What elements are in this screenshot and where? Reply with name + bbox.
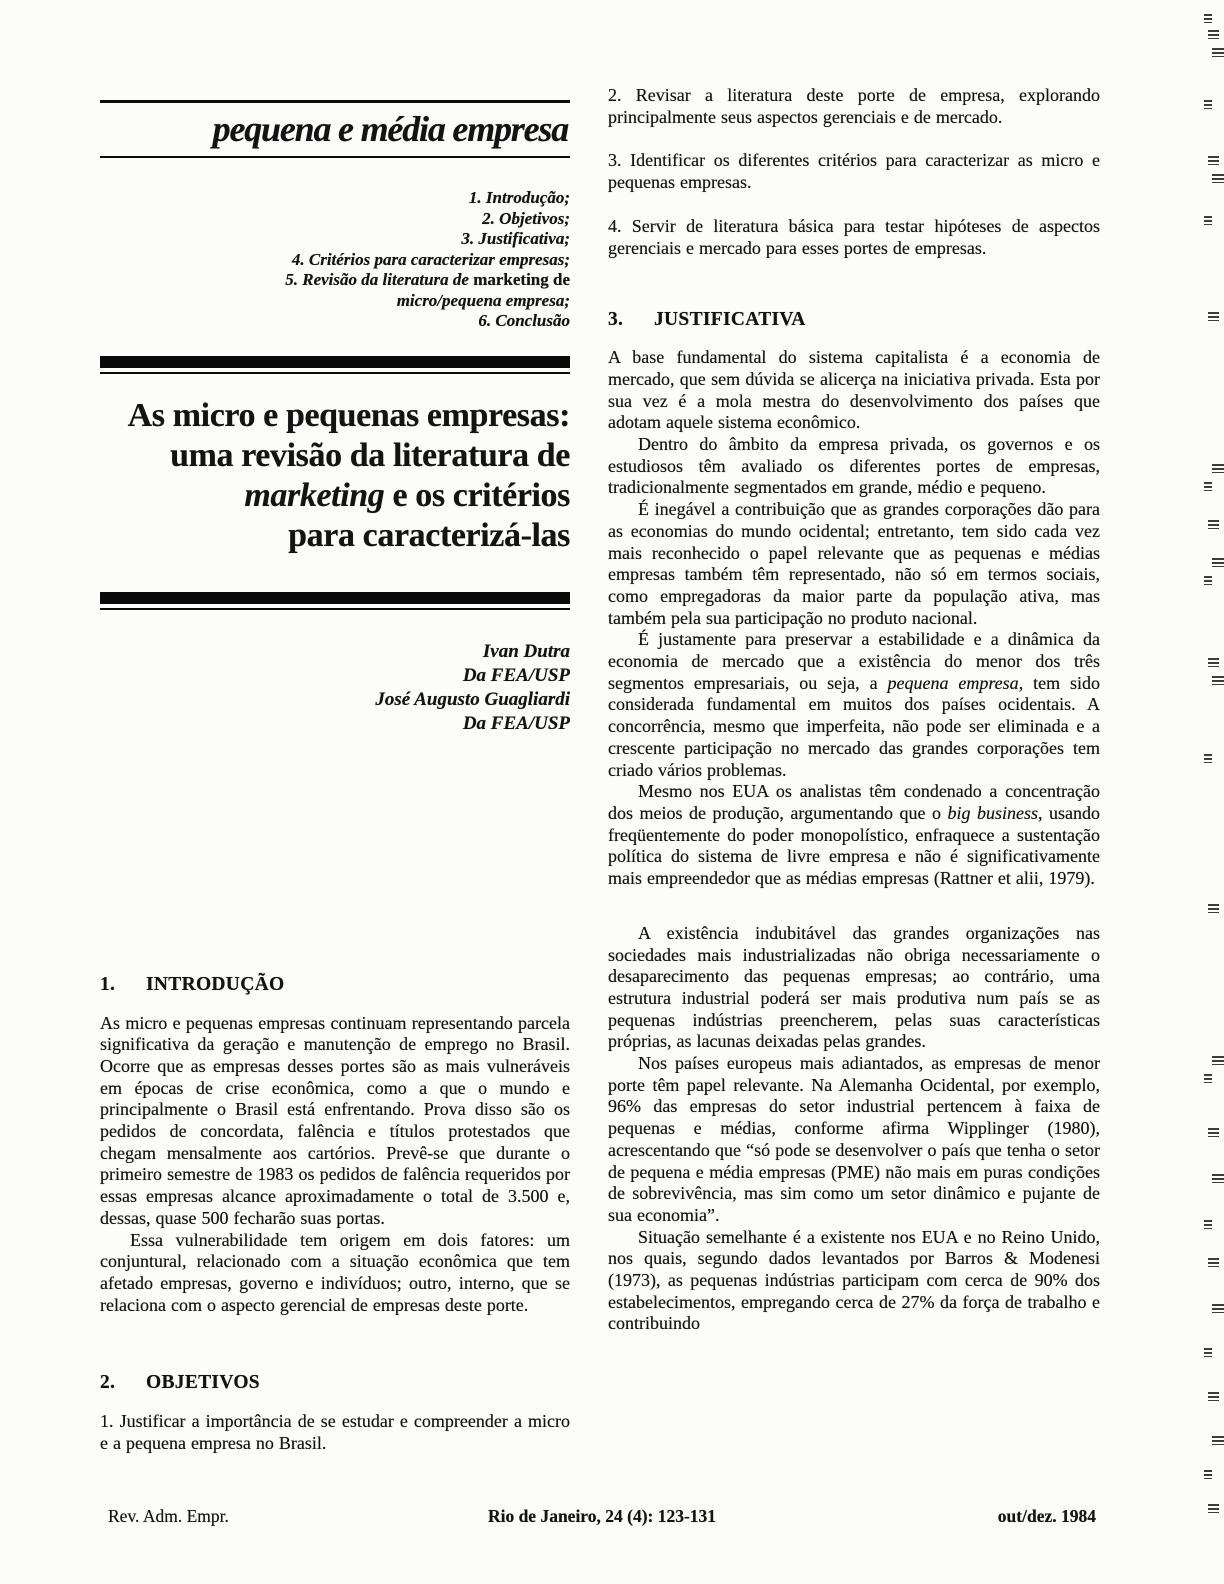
paragraph [100,664,570,688]
paragraph [608,347,1100,434]
paragraph [608,85,1100,128]
section-justificativa [608,309,1100,331]
scan-artifact-mark [1212,558,1224,567]
text-segment: As micro e pequenas empresas: [127,396,570,434]
scan-artifact-mark [1212,464,1224,473]
footer-date: out/dez. 1984 [997,1506,1096,1526]
section-label: INTRODUÇÃO [146,973,285,995]
text-segment: marketing [244,476,385,514]
scan-artifact-mark [1208,30,1219,39]
text-segment: A existência indubitável das grandes organizações nas sociedades mais industrializadas não obriga necessariamente o desaparecimento das pequenas empresas; ao contrário, uma estrutura industrial poderá ser mais produtiva num país se as pequenas indústrias preencherem, pelas suas características próprias, as lacunas deixadas pelas grandes. [608,922,1100,1052]
title-line [100,396,570,436]
text-segment: Ivan Dutra [482,640,570,662]
text-segment: micro/pequena empresa; [396,290,570,310]
text-segment: 2. Objetivos; [482,208,570,228]
paragraph [100,270,570,291]
footer-journal: Rev. Adm. Empr. [108,1506,229,1526]
paragraph [100,209,570,230]
text-segment: big business [947,802,1039,823]
text-segment: , usando freqüentemente do poder monopolístico, enfraquece a sustentação política do sistema de livre empresa e não é significativamente mais empreendedor que as médias empresas (Rattner et alii, 1979). [608,802,1100,889]
scan-artifact-mark [1212,676,1224,685]
text-segment: 3. Identificar os diferentes critérios para caracterizar as micro e pequenas empresas. [608,150,1100,193]
text-segment: 2. Revisar a literatura deste porte de empresa, explorando principalmente seus aspectos gerenciais e de mercado. [608,85,1100,127]
paragraph [100,188,570,209]
scan-artifact-mark [1212,1056,1224,1065]
paragraph [100,640,570,664]
separator-thin-rule [100,372,570,374]
paragraph [608,150,1100,193]
text-segment: 5. Revisão da literatura de [285,270,474,289]
section-objetivos [100,1372,570,1454]
scan-artifact-mark [1208,1392,1219,1401]
section-heading-introducao [100,974,570,996]
scan-artifact-mark [1212,1174,1224,1183]
section-introducao [100,974,570,1317]
text-segment: 6. Conclusão [478,311,570,330]
masthead-box [100,100,570,158]
scan-artifact-mark [1204,576,1212,585]
text-segment: pequena empresa [887,672,1019,693]
section-number: 2. [100,1372,116,1394]
section-heading-justificativa [608,309,1100,331]
text-segment: É justamente para preservar a estabilidade e a dinâmica da economia de mercado que a existência do menor dos três segmentos empresariais, ou seja, a [608,629,1100,693]
scan-artifact-mark [1212,1436,1224,1445]
scan-artifact-mark [1204,1220,1212,1229]
paragraph [100,1411,570,1454]
right-column [608,85,1100,1335]
paragraph [608,216,1100,259]
section-body-justificativa [608,347,1100,1335]
paragraph [100,1013,570,1230]
text-segment: Da FEA/USP [462,664,570,686]
paragraph [608,1053,1100,1227]
paragraph [608,629,1100,781]
section-label: OBJETIVOS [146,1372,260,1394]
text-segment: 1. Justificar a importância de se estudar e compreender a micro e a pequena empresa no Brasil. [100,1411,570,1454]
section-number: 1. [100,973,116,995]
objetivos-continued-list [608,85,1100,259]
page-footer [108,1506,1096,1527]
separator-thin-rule [100,608,570,610]
scan-artifact-mark [1208,1504,1219,1513]
paragraph [608,434,1100,499]
section-heading-objetivos [100,1372,570,1394]
text-segment: José Augusto Guagliardi [375,688,570,710]
scan-artifact-mark [1204,1074,1212,1083]
scan-artifact-mark [1204,754,1212,763]
paragraph [100,291,570,312]
scan-artifact-mark [1204,14,1212,23]
title-line [100,476,570,516]
text-segment: Da FEA/USP [462,712,570,734]
text-segment: Nos países europeus mais adiantados, as empresas de menor porte têm papel relevante. Na Alemanha Ocidental, por exemplo, 96% das empresas do setor industrial pertencem à faixa de pequenas e médias, conforme afirma Wipplinger (1980), acrescentando que “só pode se desenvolver o país que tenha o setor de pequena e média empresas (PME) não mais em puras condições de sobrevivência, mas sim como um setor dinâmico e pujante de sua economia”. [608,1053,1100,1225]
paragraph [608,923,1100,1053]
scan-artifact-mark [1212,174,1224,183]
article-outline [100,188,570,332]
title-line [100,516,570,556]
scan-artifact-mark [1208,1258,1219,1267]
article-title [100,396,570,556]
text-segment: Mesmo nos EUA os analistas têm condenado a concentração dos meios de produção, argumentando que o [608,781,1100,823]
scan-artifact-mark [1208,520,1219,529]
scan-artifact-mark [1208,312,1219,321]
scan-artifact-mark [1204,482,1212,491]
paragraph [100,250,570,271]
scan-artifact-mark [1208,1128,1219,1137]
scan-artifact-mark [1212,1304,1224,1313]
scan-artifact-mark [1208,156,1219,165]
authors-block [100,640,570,736]
paragraph [100,688,570,712]
scan-artifact-mark [1204,1470,1212,1479]
text-segment: Essa vulnerabilidade tem origem em dois fatores: um conjuntural, relacionado com a situação econômica que tem afetado empresas, governo e indivíduos; outro, interno, que se relaciona com o aspecto gerencial de empresas deste porte. [100,1229,570,1315]
text-segment: marketing de [473,270,570,289]
title-separator-top [100,356,570,374]
text-segment: 3. Justificativa; [461,229,570,248]
footer-issue: Rio de Janeiro, 24 (4): 123-131 [487,1506,717,1526]
paragraph [608,781,1100,890]
text-segment: para caracterizá-las [288,516,570,554]
text-segment: 1. Introdução; [468,188,570,207]
text-segment: e os critérios [384,476,570,514]
paragraph [100,1230,570,1317]
masthead-bottom-rule [100,156,570,158]
scan-artifact-mark [1204,100,1212,109]
paragraph [100,311,570,332]
separator-bar [100,356,570,368]
separator-bar [100,592,570,604]
section-body-introducao [100,1013,570,1317]
text-segment: As micro e pequenas empresas continuam representando parcela significativa da geração e manutenção de emprego no Brasil. Ocorre que as empresas desses portes são as mais vulneráveis em épocas de crise econômica, como a que o mundo e principalmente o Brasil está enfrentando. Prova disso são os pedidos de concordata, falência e títulos protestados que chegam mensalmente aos cartórios. Prevê-se que durante o primeiro semestre de 1983 os pedidos de falência requeridos por essas empresas alcance aproximadamente o total de 3.500 e, dessas, quase 500 fecharão suas portas. [100,1012,570,1228]
scan-artifact-mark [1204,216,1212,225]
section-label: JUSTIFICATIVA [654,309,806,331]
scan-artifact-mark [1212,48,1224,57]
section-number: 3. [608,309,624,331]
text-segment: Situação semelhante é a existente nos EUA e no Reino Unido, nos quais, segundo dados levantados por Barros & Modenesi (1973), as pequenas indústrias participam com cerca de 90% dos estabelecimentos, empregando cerca de 27% da força de trabalho e contribuindo [608,1226,1100,1334]
title-line [100,436,570,476]
scan-artifact-mark [1204,1348,1212,1357]
paragraph [100,229,570,250]
journal-section-title: pequena e média empresa [212,109,568,149]
section-body-objetivos [100,1411,570,1454]
text-segment: A base fundamental do sistema capitalista é a economia de mercado, que sem dúvida se alicerça na iniciativa privada. Esta por sua vez é a mola mestra do desenvolvimento dos países que adotam aquele sistema econômico. [608,347,1100,433]
title-separator-bottom [100,592,570,610]
scan-artifact-mark [1208,658,1219,667]
left-column [100,88,570,1455]
scan-artifact-mark [1208,904,1219,913]
text-segment: , tem sido considerada fundamental em muitos dos países ocidentais. A concorrência, mesmo que imperfeita, não pode ser eliminada e a crescente participação no mercado das grandes corporações tem criado vários problemas. [608,672,1101,780]
paragraph [608,499,1100,629]
text-segment: 4. Servir de literatura básica para testar hipóteses de aspectos gerenciais e mercado para esses portes de empresas. [608,215,1100,258]
paragraph [100,712,570,736]
text-segment: uma revisão da literatura de [170,436,570,474]
text-segment: É inegável a contribuição que as grandes corporações dão para as economias do mundo ocidental; entretanto, tem sido cada vez mais reconhecido o papel relevante que as pequenas e médias empresas também têm representado, não só em termos sociais, como empregadoras da maior parte da população ativa, mas também pela sua participação no produto nacional. [608,499,1100,628]
text-segment: Dentro do âmbito da empresa privada, os governos e os estudiosos têm avaliado os diferentes portes de empresas, tradicionalmente segmentados em grande, médio e pequeno. [608,434,1100,498]
paragraph [608,1227,1100,1336]
text-segment: 4. Critérios para caracterizar empresas; [291,249,570,269]
